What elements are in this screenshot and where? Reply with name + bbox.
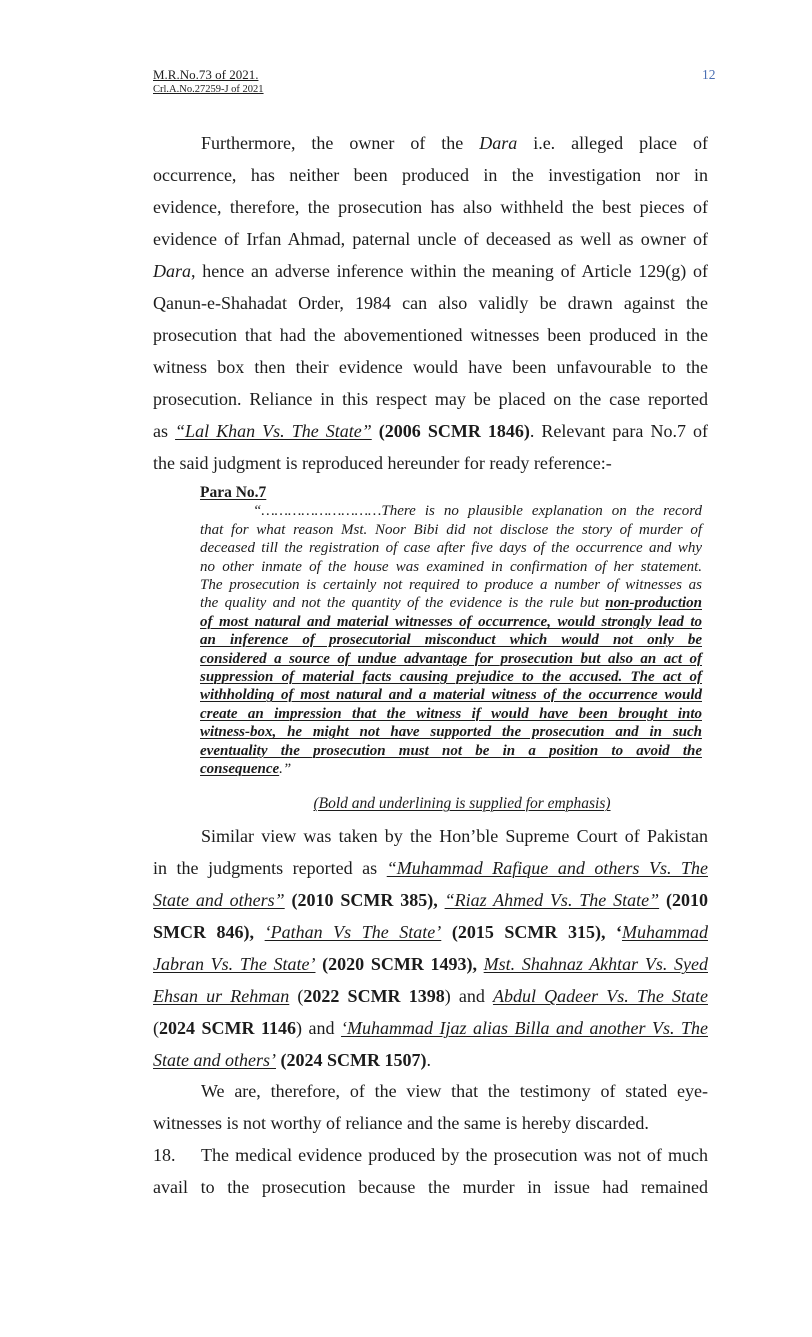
text-run: Furthermore, the owner of the [201,133,480,153]
quote-body [200,502,702,778]
text-run: the said judgment is reproduced hereunder for ready reference:- [153,453,612,473]
text-line [200,539,702,557]
italic-text: .” [279,761,292,778]
text-run: witnesses is not worthy of reliance and the same is hereby discarded. [153,1113,649,1133]
italic-text: Dara [479,133,518,153]
case-title: ‘Muhammad Ijaz alias Billa and another Vs. The [341,1018,708,1038]
text-run: ) and [444,986,493,1006]
text-run: evidence of Irfan Ahmad, paternal uncle of deceased as well as owner of [153,229,708,249]
italic-text: Dara [153,261,192,281]
emphasis-text: create an impression that the witness if would have been brought into [200,705,702,722]
emphasis-text: eventuality the prosecution must not be in a position to avoid the [200,742,702,759]
citation: (2015 SCMR 315), ‘ [441,922,622,942]
case-title: State and others” [153,890,285,910]
text-run: prosecution. Reliance in this respect may be placed on the case reported [153,389,708,409]
italic-text: the quality and not the quantity of the evidence is the rule but [200,595,606,612]
text-run: occurrence, has neither been produced in the investigation nor in [153,165,708,185]
text-run: as [153,421,176,441]
text-line [200,502,702,520]
text-run: ) and [296,1018,341,1038]
text-line [153,287,708,319]
text-run: in the judgments reported as [153,858,387,878]
citation: (2010 [659,890,708,910]
text-run: ( [153,1018,159,1038]
case-title: Mst. Shahnaz Akhtar Vs. Syed [483,954,708,974]
emphasis-text: withholding of most natural and a material witness of the occurrence would [200,687,702,704]
text-run: avail to the prosecution because the murder in issue had remained [153,1177,708,1197]
case-title: “Lal Khan Vs. The State” [175,421,372,441]
text-line [200,631,702,649]
text-line [200,558,702,576]
citation: (2010 SCMR 385), [284,890,445,910]
case-number: M.R.No.73 of 2021. [153,67,259,82]
text-run: witness box then their evidence would have been unfavourable to the [153,357,708,377]
text-line [153,980,708,1012]
italic-text: no other inmate of the house was examined in confirmation of her statement. [200,558,702,575]
text-line [200,613,702,631]
text-line [153,383,708,415]
italic-text: The prosecution is certainly not required to produce a number of witnesses as [200,577,702,594]
text-line [200,760,702,778]
text-line [153,447,708,479]
case-title: Abdul Qadeer Vs. The State [492,986,708,1006]
text-line [153,884,708,916]
citation: SMCR 846), [153,922,265,942]
text-line [153,159,708,191]
text-run: evidence, therefore, the prosecution has also withheld the best pieces of [153,197,708,217]
paragraph-number: 18. [153,1145,176,1165]
text-run: The medical evidence produced by the prosecution was not of much [201,1145,708,1165]
text-line [153,1139,708,1171]
emphasis-text: non-production [605,595,702,612]
text-line [153,1044,708,1076]
text-line [153,191,708,223]
emphasis-text: an inference of prosecutorial misconduct which would not only be [200,632,702,649]
text-run: . [426,1050,431,1070]
text-line [200,742,702,760]
text-run: . Relevant para No.7 of [529,421,708,441]
emphasis-note: (Bold and underlining is supplied for emphasis) [313,795,611,812]
quote-heading: Para No.7 [200,484,267,501]
text-run: ( [289,986,304,1006]
text-run: We are, therefore, of the view that the testimony of stated eye- [201,1081,708,1101]
italic-text: deceased till the registration of case after five days of the occurrence and why [200,540,702,557]
emphasis-text: considered a source of undue advantage for prosecution but also an act of [200,650,702,667]
text-line [200,723,702,741]
case-title: ‘Pathan Vs The State’ [264,922,442,942]
text-run: Qanun-e-Shahadat Order, 1984 can also validly be drawn against the [153,293,708,313]
italic-text: “………………………There is no plausible explanation on the record [253,503,702,520]
citation: (2006 SCMR 1846) [371,421,530,441]
text-line [153,948,708,980]
case-title: “Muhammad Rafique and others Vs. The [386,858,708,878]
citation: 2022 SCMR 1398 [303,986,445,1006]
text-run: prosecution that had the abovementioned witnesses been produced in the [153,325,708,345]
emphasis-text: of most natural and material witnesses of occurrence, would strongly lead to [200,613,702,630]
text-line [153,852,708,884]
emphasis-text: suppression of material facts causing prejudice to the accused. The act of [200,669,702,686]
citation: (2024 SCMR 1507) [276,1050,427,1070]
paragraph [153,820,708,1076]
text-line [200,705,702,723]
text-line [153,916,708,948]
paragraph [153,1075,708,1139]
case-title: Jabran Vs. The State’ [153,954,316,974]
text-line [153,127,708,159]
text-line [200,686,702,704]
citation: (2020 SCMR 1493), [315,954,484,974]
paragraph [153,127,708,479]
text-line [153,319,708,351]
text-line [153,223,708,255]
text-run: Similar view was taken by the Hon’ble Supreme Court of Pakistan [201,826,708,846]
case-title: State and others’ [153,1050,276,1070]
case-title: Muhammad [622,922,708,942]
case-header [153,67,264,96]
text-line [200,650,702,668]
text-line [200,594,702,612]
text-line [153,1107,708,1139]
text-line [153,1012,708,1044]
text-line [200,521,702,539]
text-line [153,351,708,383]
text-run: , hence an adverse inference within the meaning of Article 129(g) of [191,261,708,281]
block-quote [200,484,702,779]
case-title: “Riaz Ahmed Vs. The State” [444,890,660,910]
text-line [153,415,708,447]
emphasis-text: consequence [200,761,280,778]
emphasis-text: witness-box, he might not have supported the prosecution and in such [200,724,702,741]
citation: 2024 SCMR 1146 [159,1018,297,1038]
italic-text: that for what reason Mst. Noor Bibi did not disclose the story of murder of [200,521,702,538]
case-title: Ehsan ur Rehman [153,986,290,1006]
appeal-number: Crl.A.No.27259-J of 2021 [153,84,264,95]
text-run: i.e. alleged place of [517,133,708,153]
text-line [153,1075,708,1107]
text-line [153,820,708,852]
page-number: 12 [702,67,716,82]
text-line [153,255,708,287]
text-line [200,668,702,686]
numbered-paragraph [153,1139,708,1203]
text-line [200,576,702,594]
text-line [153,1171,708,1203]
